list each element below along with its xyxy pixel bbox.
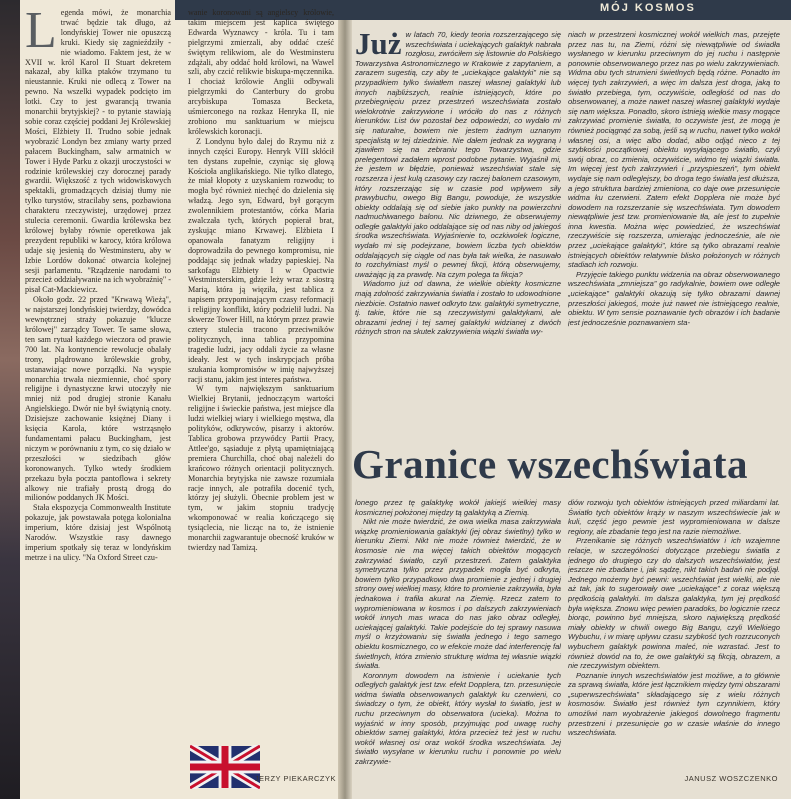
paragraph: Wiadomo już od dawna, że wielkie obiekty kosmiczne mają zdolność zakrzywiania światła i zostało to udowodnione niezbicie. Ostatnio nawet odkryto tzw. galaktyki symetryczne, tj. takie, które nie są rzeczywistymi galaktykami, ale obrazami jednej i tej samej galaktyki widzianej z dwóch różnych stron na skutek zakrzywienia wiązki światła wy- — [355, 279, 561, 337]
paragraph: Około godz. 22 przed "Krwawą Wieżą", w najstarszej londyńskiej twierdzy, dowódca wewnętrznej straży pokazuje "klucze królowej" zarządcy Tower. Te same słowa, ten sam rytuał każdego wieczora od prawie 700 lat. Na kontynencie rewolucje obalały trony, plądrowano królewskie groby, ustanawiając nowe porządki. Na wyspie monarchia trwała niezmiennie, choć spory religijne i dynastyczne krwi utoczyły nie mniej niż pod drugiej stronie Kanału Angielskiego. Dwór nie był świątynią cnoty. Dzisiejsze zachowanie księżnej Diany i księcia Karola, które wstrząsnęło fundamentami pałacu Buckingham, jest niczym w porównaniu z tym, co się działo w przeszłości w siedzibach głów koronowanych. Tylko wtedy środkiem przekazu była poczta pantoflowa i sekrety alkowy nie trafiały prostą drogą do milionów poddanych JK Mości. — [25, 295, 171, 503]
paragraph: Z Londynu było dalej do Rzymu niż z innych części Europy. Henryk VIII skłócił ten dystans zupełnie, czyniąc się głową Kościoła anglikańskiego. Nie tylko dlatego, że miał kłopoty z uzyskaniem rozwodu; to mogła być również niechęć do dzielenia się władzą. Jego syn, Edward, był gorącym zwolennikiem protestantów, córka Maria zwalczała tych, których popierał brat, zyskując miano Krwawej. Elżbieta I opanowała fanatyzm religijny i doprowadziła do pewnego kompromisu, nie poddając się jednak władzy papieskiej. Na sarkofagu Elżbiety I w Opactwie Westminsterskim, gdzie leży wraz z siostrą Marią, która ją więziła, jest tablica z napisem przypominającym czasy reformacji i religijny konflikt, który podzielił ludzi. Na skwerze Tower Hill, na którym przez prawie cztery stulecia tracono przeciwników politycznych, inna tablica przypomina tragedie ludzi, jacy oddali życie za własne ideały. Jest w tych inskrypcjach próba szukania kompromisów w imię najwyższej racji stanu, jakim jest interes państwa. — [188, 136, 334, 384]
paragraph: lonego przez tę galaktykę wokół jakiejś wielkiej masy kosmicznej położonej między tą galaktyką a Ziemią. — [355, 498, 561, 517]
paragraph: niach w przestrzeni kosmicznej wokół wielkich mas, przejęte przez nas tu, na Ziemi, różni się niewątpliwie od świadła wysłanego w kierunku przeciwnym do jej ruchu i następnie ponownie obserwowanego przez nas po wielu zakrzywieniach. Widma obu tych strumieni świetlnych będą różne. Ponadto im więcej tych zakrzywień, a więc im dalsza jest droga, jaką to światło przebiega, tym, oczywiście, odległość od nas do obserwowanej, a może nawet naszej własnej galaktyki wydaje się nam większa. Ponadto, skoro istnieją wielkie masy mogące zakrzywiać promienie światła, to oczywiste jest, że mogą je również pociągnąć za sobą, jeśli są w ruchu, nawet tylko wokół własnej osi, a więc albo dodać, albo odjąć nieco z tej szybkości początkowej obiektu wysyłającego światło, czyli swój obraz, co zmienia, oczywiście, widmo tej wiązki światła. Im więcej jest tych zakrzywień i „przyspieszeń”, tym obiekt wydaje się nam odleglejszy, bo droga tego światła jest dłuższa, a jego struktura bardziej zmieniona, co daje owe przesunięcie widma ku czerwieni. Zatem efekt Dopplera nie może być dowodem na rozszerzanie się wszechświata. Tym dowodem niewątpliwie jest tzw. promieniowanie tła, ale jest to zupełnie inna kwestia. Można więc powiedzieć, że wszechświat rzeczywiście się rozszerza, umierając jednocześnie, ale nie przez „uciekające galaktyki”, które są tylko obrazami realnie istniejących obiektów relatywnie blisko położonych w różnych stadiach ich rozwoju. — [568, 30, 780, 270]
paragraph: Stała ekspozycja Commonwealth Institute pokazuje, jak powstawała potęga kolonialna imperium, które dzisiaj jest Wspólnotą Narodów. Wszystkie rasy dawnego imperium spotkały się teraz w londyńskim metrze i na ulicy. "Na Oxford Street czu- — [25, 503, 171, 562]
section-title: MÓJ KOSMOS — [600, 2, 696, 14]
paragraph: Nikt nie może twierdzić, że owa wielka masa zakrzywiała wiązkę promieniowania galaktyki (jej obraz świetlny) tylko w kierunku Ziemi. Nikt nie może również twierdzić, że w kosmosie nie ma więcej takich obiektów mogących zakrzywiać światło, czyli przestrzeń. Zatem galaktyka symetryczna tylko przez przypadek mogła być odkryta, bowiem tylko przypadkowo dwa promienie z jednej i drugiej strony owej wielkiej masy, które to promienie zakrzywiła, była jednakowa i trafiła akurat na Ziemię. Rzecz zatem to wypromieniowana w kosmos i po dalszych zakrzywieniach wokół innych mas wraca do nas jako obraz odległej, uciekającej galaktyki. Takie podejście do tej sprawy nasuwa myśl o krzyżowaniu się światła jednego i tego samego obiektu kosmicznego, co w efekcie może dać interferencję fal świetlnych, która zmienio strukturę widma tej własnie wiązki światła. — [355, 517, 561, 671]
left-article-column-2 — [188, 8, 334, 730]
paragraph: w latach 70, kiedy teoria rozszerzającego się wszechświata i uciekających galaktyk nabrała rozgłosu, zwróciłem się listownie do Polskiego Towarzystwa Astronomicznego w Krakowie z zapytaniem, a zarazem sugestią, czy aby te „uciekające galaktyki” nie są przypadkiem tylko światłem naszej własnej galaktyki lub innych najbliższych, realnie istniejących, które po przebiegnięciu przez przestrzeń wszechświata zostało wielokrotnie zakrzywione i wróciło do nas z różnych kierunków. List ów pozostał bez odpowiedzi, co wydało mi się naturalne, bowiem nie jestem żadnym uznanym specjalistą w tej dziedzinie. Nie dałem jednak za wygraną i zjawiłem się na zebraniu tego Towarzystwa, gdzie prelegentowi zadałem wprost podobne pytanie. Wyjaśnił mi, że jestem w błędzie, ponieważ wszechświat stale się rozszerza i jest kulą czasowy czy raczej balonem czasowym, który rozszerzając się w czasie pod wpływem siły prawybuchu, owego Big Bangu, powoduje, że wszystkie obiekty oddalają się od siebie jako punkty na powierzchni nadmuchiwanego balonu. Nic dziwnego, że obserwujemy odległe galaktyki jako oddalające się od nas niby od jakiegoś środka wszechświata. Wyjaśnienie to, oczkiwolek logiczne, wydało mi się podejrzane, bowiem liczba tych obiektów oddalających się ciągle od nas była tak wielka, że nasuwało to rozchylmiast myśl o pewnej fikcji, którą obserwujemy, uważając ją za prawdę. Na czym polega ta fikcja? — [355, 30, 561, 279]
paragraph: diów rozwoju tych obiektów istniejących przed miliardami lat. Światło tych obiektów krąży w naszym wszechświecie jak w kuli, część jego pewnie jest wypromieniowana w dalsze regiony, ale zbadanie tego jest na razie niemożliwe. — [568, 498, 780, 536]
paragraph: Koronnym dowodem na istnienie i uciekanie tych odległych galaktyk jest tzw. efekt Dopplera, tzn. przesunięcie widma światła obserwowanych galaktyk ku czerwieni, co świadczy o tym, że obiekt, który wysłał to światło, jest w ruchu przeciwnym do obserwatora (ucieka). Można to wyjaśnić w inny sposób, przyjmując pod uwagę ruchy obiektów samej galaktyki, która przecież też jest w ruchu wokół własnej osi oraz wokół środka wszechświata. Jej światło wysyłane w kierunku ruchu i ponownie po wielu zakrzywie- — [355, 670, 561, 767]
photo-strip — [0, 0, 20, 799]
right-article-column-4 — [568, 498, 780, 773]
author-byline: JERZY PIEKARCZYK — [254, 774, 336, 783]
drop-word: Już — [355, 30, 402, 61]
right-article-column-3 — [355, 498, 561, 794]
right-article-column-1 — [355, 30, 561, 435]
paragraph: Poznanie innych wszechświatów jest możliwe, a to głównie za sprawą światła, które jest łącznikiem między tymi obszarami „superwszechświata” składającego się z wielu różnych kosmosów. Światło jest również tym czynnikiem, który umożliwi nam wyobrażenie jakiegoś dowolnego fragmentu przestrzeni i przesunięcie go w czasie właśnie do innego wszechświata. — [568, 670, 780, 738]
drop-cap: L — [25, 8, 57, 59]
paragraph: Przyjęcie takiego punktu widzenia na obraz obserwowanego wszechświata „zmniejsza” go radykalnie, bowiem owe odległe „uciekające” galaktyki okazują się tylko obrazami dawnej przeszłości jakiegoś, może już nawet nie istniejącego realnie, obiektu. W tym sensie poznawanie tych obrazów i ich badanie jest jednocześnie poznawaniem sta- — [568, 269, 780, 327]
left-article-column-1 — [25, 8, 171, 793]
paragraph: W tym największym sanktuarium Wielkiej Brytanii, jednoczącym wartości religijne i świeckie państwa, jest miejsce dla ludzi wielkiej wiary i wielkiego męstwa, dla polityków, odkrywców, pisarzy i aktorów. Tablica grobowa przywódcy Partii Pracy, Attlee'go, sąsiaduje z płytą upamiętniającą premiera Churchilla, choć obaj należeli do krańcowo różnych orientacji politycznych. Monarchia brytyjska nie zawsze rozumiała racje innych, ale potrafiła docenić tych, którzy jej służyli. Obecnie problem jest w tym, w jakim stopniu tradycję wkomponować w realia kończącego się tysiąclecia, nie licząc na to, że istnienie monarchii zagwarantuje obecność kruków w twierdzy nad Tamizą. — [188, 384, 334, 552]
paragraph: wanie koronowani są angielscy królowie, takim miejscem jest kaplica świętego Edwarda Wyznawcy - króla. Tu i tam pielgrzymi zmierzali, aby oddać cześć świętym relikwiom, ale do Westminsteru zdążali, aby oddać hołd królowi, na Wawel szli, aby czcić relikwie biskupa-męczennika. I chociaż królowie Anglii odbywali pielgrzymki do Canterbury do grobu arcybiskupa Tomasza Becketa, uśmierconego na rozkaz Henryka II, nie zrobiono mu sanktuarium w miejscu królewskich koronacji. — [188, 8, 334, 136]
page-gutter — [338, 0, 352, 799]
author-byline: JANUSZ WOSZCZENKO — [684, 774, 778, 783]
paragraph: egenda mówi, że monarchia trwać będzie tak długo, aż londyńskiej Tower nie opuszczą kruki. Kiedy się zagnieździły - nie wiadomo. Faktem jest, że w XVII w. król Karol II Stuart dekretem nakazał, aby kilka ptaków trzymano tu nieustannie. Kruki nie odlecą z Tower na pewno. Na wszelki wypadek podcięto im lotki. Czy to jest gwarancją trwania monarchii brytyjskiej? - to pytanie stawiają sobie coraz częściej poddani Jej Królewskiej Mości, Elżbiety II. Trudno sobie jednak wyobrazić Londyn bez zmiany warty przed pałacem Buckingham, salw armatnich w Tower i Hyde Parku z okazji uroczystości w rodzinie królewskiej czy dorocznej parady gwardii. Większość z tych widowiskowych spektakli, gromadzących dzisiaj tłumy nie tylko turystów, stracilaby sens, pozbawiona charakteru rzeczywistej, urzędowej przez stulecia ceremonii. Gwardia królewska bez królowej byłaby równie operetkowa jak prezydent republiki w karocy, która królowa udaje się jesienią do Westminsteru, aby w Izbie Lordów dokonać otwarcia kolejnej sesji parlamentu. "Rządzenie narodami to przecież oddziaływanie na ich wyobraźnię" - pisał Cat-Mackiewicz. — [25, 8, 171, 295]
right-article-column-2 — [568, 30, 780, 435]
paragraph: Przenikanie się różnych wszechświatów i ich wzajemne relacje, w szczególności dotyczące przebiegu światła z jednego do drugiego czy do dalszych wszechświatów, jest jeszcze nie zbadane i, jak sądzę, nikt takich badań nie podjął. Jednego możemy być pewni: wszechświat jest wielki, ale nie aż tak, jak to sugerowały owe „uciekające” z coraz większą prędkością galaktyki. Im dalsza galaktyka, tym jej prędkość była większa. Znowu więc pewien paradoks, bo logicznie rzecz biorąc, powinno być mniejsza, skoro największą prędkość miały obiekty w chwili owego Big Bangu, czyli Wielkiego Wybuchu, i w miarę upływu czasu szybkość tych rozrzuconych wybuchem galaktyk powinna maleć, nie wzrastać. Jest to również dowód na to, że owe galaktyki są fikcją, obrazem, a nie rzeczywistym obiektem. — [568, 536, 780, 671]
article-headline: Granice wszechświata — [352, 441, 748, 487]
